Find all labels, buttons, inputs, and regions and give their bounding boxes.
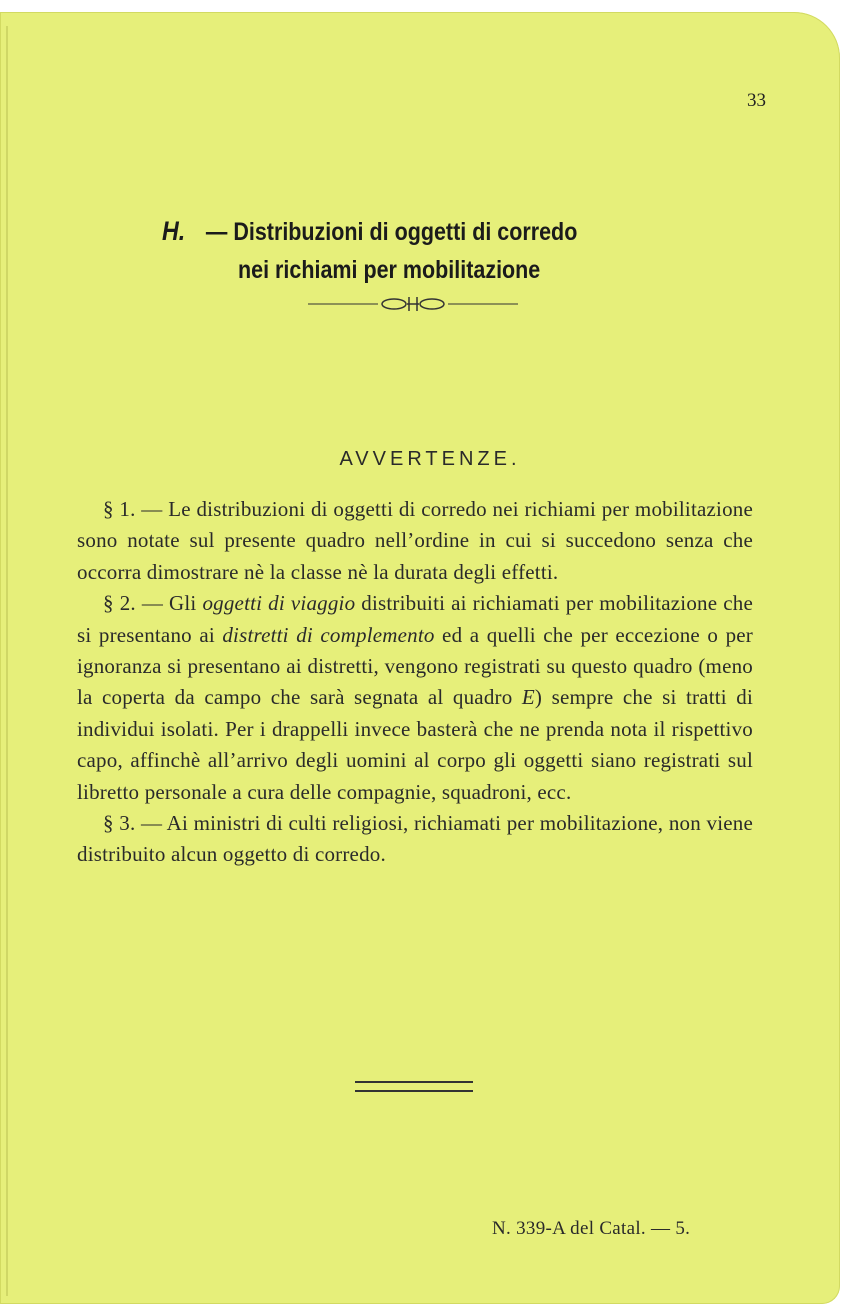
p2-italic-travel-items: oggetti di viaggio: [202, 591, 356, 616]
chapter-letter: H.: [162, 216, 186, 246]
p2-italic-quadro-letter: E: [521, 685, 535, 710]
chapter-heading-line1: [162, 216, 850, 247]
double-rule-divider: [355, 1081, 473, 1092]
catalog-footer: N. 339-A del Catal. — 5.: [492, 1218, 691, 1239]
p2-italic-districts: distretti di complemento: [222, 622, 435, 647]
paragraph-3: § 3. — Ai ministri di culti religiosi, richiamati per mobilitazione, non viene distribuito alcun oggetto di corredo.: [77, 811, 753, 867]
body-text: [77, 494, 753, 871]
chapter-heading-line2: nei richiami per mobilitazione: [238, 256, 541, 284]
chapter-title-line1: — Distribuzioni di oggetti di corredo: [205, 218, 578, 246]
section-title: AVVERTENZE.: [339, 448, 521, 470]
page-number: 33: [747, 90, 766, 111]
page-spine: [6, 26, 8, 1296]
p2-part-c: distribuiti ai richiamati per mobilitazione che si presentano ai: [77, 591, 753, 647]
p2-part-e: ed a quelli che per eccezione o per ignoranza si presentano ai distretti, vengono registrati su questo quadro (meno la coperta da campo che sarà segnata al quadro: [77, 622, 753, 710]
p2-part-a: § 2. — Gli: [103, 591, 203, 616]
p2-part-g: ) sempre che si tratti di individui isolati. Per i drappelli invece basterà che ne prenda nota il rispettivo capo, affinchè all’arrivo degli uomini al corpo gli oggetti siano registrati sul libretto personale a cura delle compagnie, squadroni, ecc.: [77, 685, 753, 804]
paragraph-1: § 1. — Le distribuzioni di oggetti di corredo nei richiami per mobilitazione sono notate sul presente quadro nell’ordine in cui si succedono senza che occorra dimostrare nè la classe nè la durata degli effetti.: [77, 497, 753, 584]
ornament-divider-icon: [308, 294, 518, 314]
page-sheet: [0, 12, 840, 1304]
paragraph-2: [77, 588, 753, 808]
